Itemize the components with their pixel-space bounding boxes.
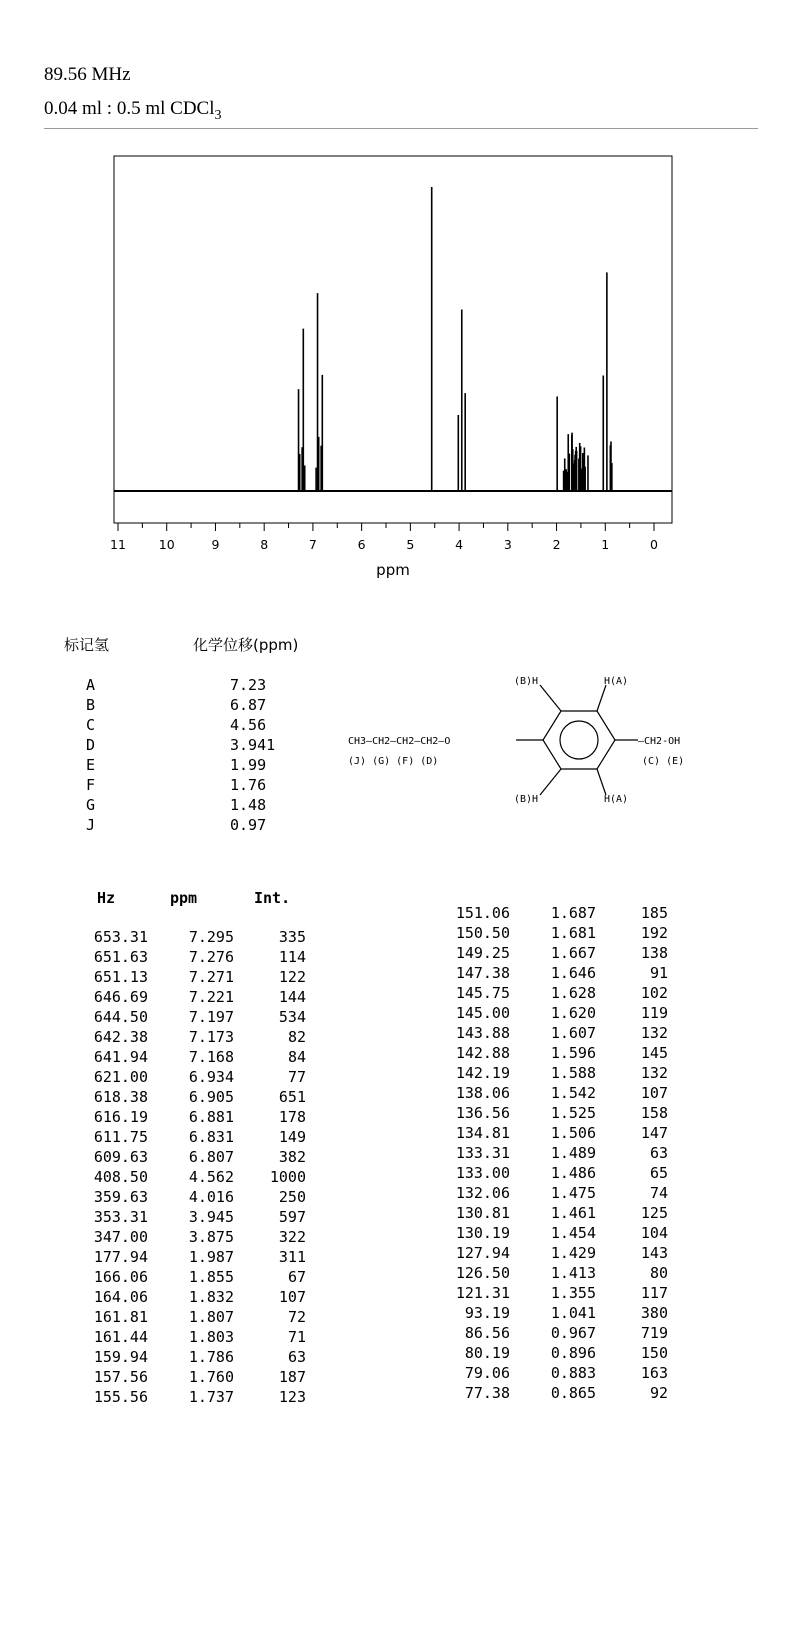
peak-hz: 177.94 [93, 1248, 148, 1266]
assignment-shift: 4.56 [230, 716, 267, 734]
peak-hz: 166.06 [93, 1268, 148, 1286]
peak-ppm: 1.588 [550, 1064, 596, 1082]
peak-hz: 157.56 [93, 1368, 148, 1386]
assignment-label: E [86, 756, 96, 774]
peak-intensity: 149 [278, 1128, 306, 1146]
x-tick-label: 8 [260, 537, 269, 552]
structure-h-bottom-left: (B)H [514, 794, 539, 805]
peak-ppm: 1.486 [550, 1164, 596, 1182]
peak-ppm: 1.803 [188, 1328, 234, 1346]
peak-intensity: 63 [649, 1144, 668, 1162]
peak-intensity: 144 [278, 988, 306, 1006]
peak-intensity: 119 [640, 1004, 668, 1022]
peak-ppm: 1.667 [550, 944, 596, 962]
peak-ppm: 3.945 [188, 1208, 234, 1226]
peak-ppm: 1.461 [550, 1204, 596, 1222]
peak-hz: 359.63 [93, 1188, 148, 1206]
peak-intensity: 65 [649, 1164, 668, 1182]
assignment-label: B [86, 696, 96, 714]
peak-ppm: 0.865 [550, 1384, 596, 1402]
x-axis-label: ppm [376, 561, 410, 579]
assignment-shift: 1.76 [230, 776, 267, 794]
peak-ppm: 1.525 [550, 1104, 596, 1122]
peak-hz: 150.50 [455, 924, 510, 942]
peak-intensity: 322 [278, 1228, 306, 1246]
peak-hz: 609.63 [93, 1148, 148, 1166]
peak-ppm: 1.681 [550, 924, 596, 942]
spectrometer-frequency: 89.56 MHz [44, 64, 131, 85]
peak-ppm: 1.454 [550, 1224, 596, 1242]
peak-hz: 644.50 [93, 1008, 148, 1026]
peak-intensity: 63 [287, 1348, 306, 1366]
structure-h-bottom-right: H(A) [604, 794, 629, 805]
peak-hz: 651.13 [93, 968, 148, 986]
peak-ppm: 1.687 [550, 904, 596, 922]
peak-intensity: 311 [278, 1248, 306, 1266]
peak-hz: 353.31 [93, 1208, 148, 1226]
peak-intensity: 335 [278, 928, 306, 946]
peak-ppm: 6.905 [188, 1088, 234, 1106]
peak-ppm: 0.883 [550, 1364, 596, 1382]
assignment-shift: 1.48 [230, 796, 267, 814]
peak-intensity: 67 [287, 1268, 306, 1286]
peak-intensity: 84 [287, 1048, 306, 1066]
peak-ppm: 1.987 [188, 1248, 234, 1266]
peak-hz: 611.75 [93, 1128, 148, 1146]
peak-ppm: 1.475 [550, 1184, 596, 1202]
peak-hz: 138.06 [455, 1084, 510, 1102]
peak-intensity: 123 [278, 1388, 306, 1406]
peak-intensity: 145 [640, 1044, 668, 1062]
peak-intensity: 382 [278, 1148, 306, 1166]
peak-hz: 142.19 [455, 1064, 510, 1082]
peak-ppm: 1.760 [188, 1368, 234, 1386]
peak-ppm: 7.221 [188, 988, 234, 1006]
peak-ppm: 6.807 [188, 1148, 234, 1166]
peak-intensity: 250 [278, 1188, 306, 1206]
peak-hz: 134.81 [455, 1124, 510, 1142]
peak-hz: 616.19 [93, 1108, 148, 1126]
peak-hz: 77.38 [464, 1384, 510, 1402]
peak-hz: 641.94 [93, 1048, 148, 1066]
x-tick-label: 0 [650, 537, 658, 552]
peak-ppm: 1.542 [550, 1084, 596, 1102]
peak-ppm: 4.016 [188, 1188, 234, 1206]
peak-intensity: 117 [640, 1284, 668, 1302]
peak-intensity: 158 [640, 1104, 668, 1122]
peak-ppm: 0.967 [550, 1324, 596, 1342]
assignment-header-shift: 化学位移(ppm) [193, 636, 299, 654]
peak-intensity: 719 [640, 1324, 668, 1342]
peak-ppm: 1.646 [550, 964, 596, 982]
peak-hz: 651.63 [93, 948, 148, 966]
peak-header-hz: Hz [97, 889, 116, 907]
peak-ppm: 1.413 [550, 1264, 596, 1282]
peak-hz: 136.56 [455, 1104, 510, 1122]
assignment-label: G [86, 796, 96, 814]
peak-hz: 408.50 [93, 1168, 148, 1186]
peak-hz: 86.56 [464, 1324, 510, 1342]
peak-ppm: 1.855 [188, 1268, 234, 1286]
assignment-label: J [86, 816, 96, 834]
peak-hz: 133.00 [455, 1164, 510, 1182]
peak-intensity: 1000 [269, 1168, 306, 1186]
peak-hz: 159.94 [93, 1348, 148, 1366]
peak-ppm: 1.429 [550, 1244, 596, 1262]
assignment-label: A [86, 676, 96, 694]
peak-intensity: 132 [640, 1024, 668, 1042]
peak-intensity: 125 [640, 1204, 668, 1222]
peak-hz: 133.31 [455, 1144, 510, 1162]
peak-intensity: 150 [640, 1344, 668, 1362]
peak-ppm: 1.355 [550, 1284, 596, 1302]
peak-hz: 149.25 [455, 944, 510, 962]
peak-hz: 161.44 [93, 1328, 148, 1346]
peak-intensity: 651 [278, 1088, 306, 1106]
peak-hz: 132.06 [455, 1184, 510, 1202]
peak-header-ppm: ppm [170, 889, 198, 907]
peak-intensity: 192 [640, 924, 668, 942]
peak-hz: 618.38 [93, 1088, 148, 1106]
peak-intensity: 72 [287, 1308, 306, 1326]
peak-ppm: 1.628 [550, 984, 596, 1002]
assignment-header-label: 标记氢 [64, 636, 110, 654]
peak-intensity: 107 [278, 1288, 306, 1306]
peak-intensity: 178 [278, 1108, 306, 1126]
x-tick-label: 3 [503, 537, 512, 552]
peak-hz: 80.19 [464, 1344, 510, 1362]
x-tick-label: 5 [406, 537, 415, 552]
assignment-shift: 0.97 [230, 816, 267, 834]
peak-intensity: 114 [278, 948, 306, 966]
peak-hz: 642.38 [93, 1028, 148, 1046]
peak-intensity: 187 [278, 1368, 306, 1386]
x-tick-label: 1 [601, 537, 610, 552]
structure-chain: CH3—CH2—CH2—CH2—O [348, 736, 451, 747]
peak-hz: 93.19 [464, 1304, 510, 1322]
peak-hz: 130.19 [455, 1224, 510, 1242]
peak-intensity: 71 [287, 1328, 306, 1346]
assignment-label: D [86, 736, 96, 754]
structure-h-top-left: (B)H [514, 676, 539, 687]
peak-hz: 79.06 [464, 1364, 510, 1382]
chemical-structure [340, 668, 710, 813]
peak-ppm: 1.596 [550, 1044, 596, 1062]
peak-hz: 145.00 [455, 1004, 510, 1022]
peak-intensity: 380 [640, 1304, 668, 1322]
peak-intensity: 107 [640, 1084, 668, 1102]
peak-hz: 147.38 [455, 964, 510, 982]
peak-ppm: 4.562 [188, 1168, 234, 1186]
peak-hz: 127.94 [455, 1244, 510, 1262]
peak-ppm: 7.276 [188, 948, 234, 966]
peak-ppm: 1.832 [188, 1288, 234, 1306]
peak-intensity: 92 [649, 1384, 668, 1402]
assignment-shift: 6.87 [230, 696, 267, 714]
peak-hz: 347.00 [93, 1228, 148, 1246]
peak-intensity: 77 [287, 1068, 306, 1086]
assignment-shift: 3.941 [230, 736, 276, 754]
peak-ppm: 7.295 [188, 928, 234, 946]
assignment-shift: 1.99 [230, 756, 267, 774]
peak-hz: 164.06 [93, 1288, 148, 1306]
peak-ppm: 6.831 [188, 1128, 234, 1146]
assignment-label: C [86, 716, 96, 734]
sample-description [44, 98, 222, 124]
peak-intensity: 163 [640, 1364, 668, 1382]
peak-ppm: 1.506 [550, 1124, 596, 1142]
peak-intensity: 80 [649, 1264, 668, 1282]
header-divider [44, 128, 758, 129]
peak-hz: 653.31 [93, 928, 148, 946]
peak-intensity: 534 [278, 1008, 306, 1026]
x-axis-ticks [110, 523, 658, 552]
peak-ppm: 1.607 [550, 1024, 596, 1042]
peak-ppm: 1.807 [188, 1308, 234, 1326]
peak-intensity: 74 [649, 1184, 668, 1202]
peak-intensity: 102 [640, 984, 668, 1002]
peak-hz: 621.00 [93, 1068, 148, 1086]
peak-intensity: 132 [640, 1064, 668, 1082]
peak-intensity: 597 [278, 1208, 306, 1226]
peak-ppm: 1.620 [550, 1004, 596, 1022]
peak-ppm: 1.786 [188, 1348, 234, 1366]
peak-intensity: 122 [278, 968, 306, 986]
structure-substituent: —CH2-OH [638, 736, 681, 747]
peak-intensity: 104 [640, 1224, 668, 1242]
assignment-shift: 7.23 [230, 676, 267, 694]
peak-ppm: 0.896 [550, 1344, 596, 1362]
peak-intensity: 91 [649, 964, 668, 982]
peak-intensity: 185 [640, 904, 668, 922]
peak-intensity: 147 [640, 1124, 668, 1142]
structure-h-top-right: H(A) [604, 676, 629, 687]
x-tick-label: 10 [158, 537, 175, 552]
peak-hz: 143.88 [455, 1024, 510, 1042]
peak-ppm: 6.934 [188, 1068, 234, 1086]
peak-intensity: 82 [287, 1028, 306, 1046]
peak-ppm: 7.173 [188, 1028, 234, 1046]
assignment-label: F [86, 776, 96, 794]
peak-hz: 142.88 [455, 1044, 510, 1062]
peak-ppm: 7.197 [188, 1008, 234, 1026]
spectrum-trace [114, 187, 672, 491]
peak-hz: 145.75 [455, 984, 510, 1002]
peak-header-int: Int. [254, 889, 291, 907]
peak-hz: 130.81 [455, 1204, 510, 1222]
x-tick-label: 9 [211, 537, 220, 552]
peak-hz: 121.31 [455, 1284, 510, 1302]
benzene-ring [516, 685, 638, 795]
x-tick-label: 2 [552, 537, 561, 552]
x-tick-label: 7 [308, 537, 317, 552]
peak-hz: 155.56 [93, 1388, 148, 1406]
peak-intensity: 143 [640, 1244, 668, 1262]
sample-subscript: 3 [214, 107, 222, 123]
peak-hz: 161.81 [93, 1308, 148, 1326]
peak-ppm: 7.168 [188, 1048, 234, 1066]
structure-chain-labels: (J) (G) (F) (D) [348, 756, 439, 767]
structure-substituent-labels: (C) (E) [642, 756, 685, 767]
peak-ppm: 1.489 [550, 1144, 596, 1162]
peak-ppm: 1.737 [188, 1388, 234, 1406]
x-tick-label: 4 [455, 537, 464, 552]
peak-hz: 151.06 [455, 904, 510, 922]
peak-ppm: 1.041 [550, 1304, 596, 1322]
peak-hz: 646.69 [93, 988, 148, 1006]
peak-hz: 126.50 [455, 1264, 510, 1282]
peak-ppm: 7.271 [188, 968, 234, 986]
sample-text: 0.04 ml : 0.5 ml CDCl [44, 98, 215, 119]
peak-ppm: 3.875 [188, 1228, 234, 1246]
peak-intensity: 138 [640, 944, 668, 962]
x-tick-label: 6 [357, 537, 366, 552]
x-tick-label: 11 [110, 537, 126, 552]
peak-ppm: 6.881 [188, 1108, 234, 1126]
nmr-spectrum-chart [0, 140, 794, 590]
